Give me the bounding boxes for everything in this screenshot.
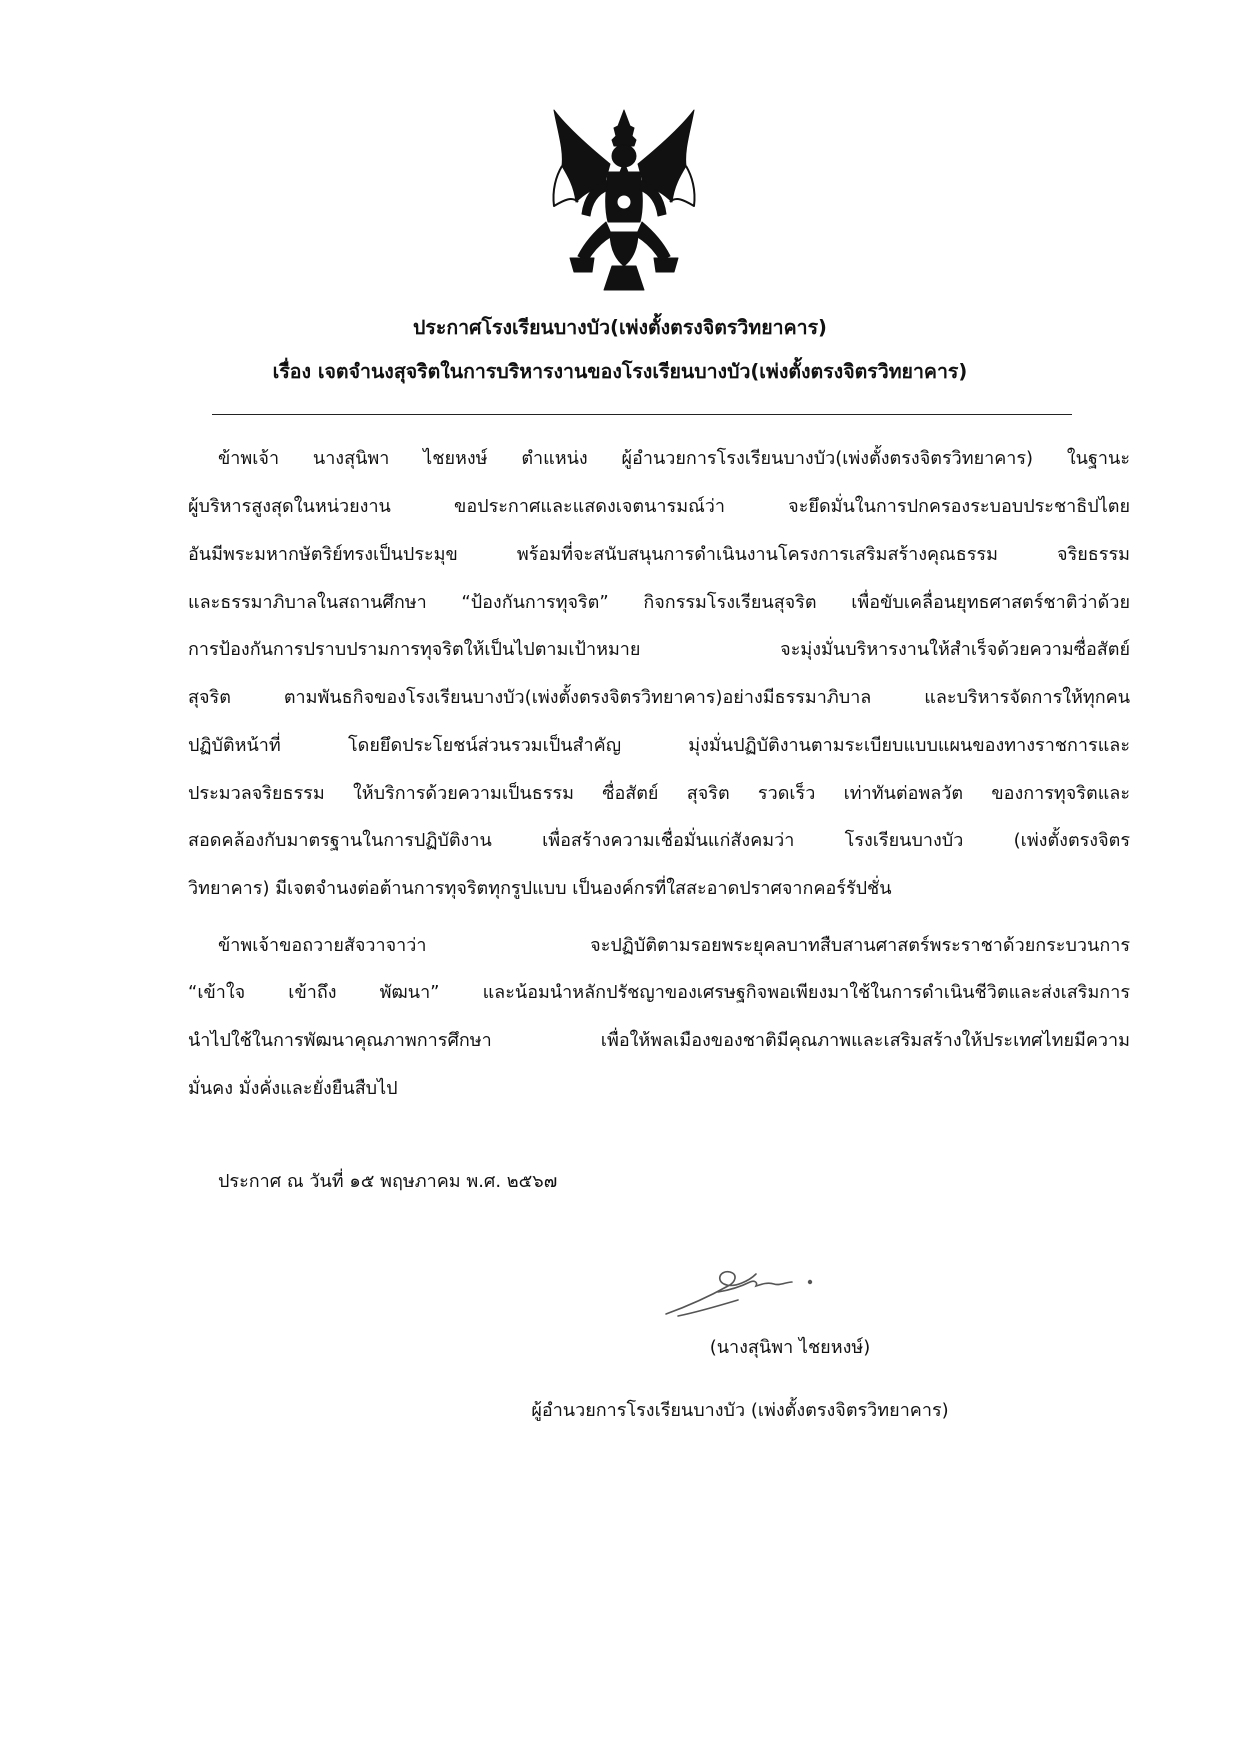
paragraph1-line: ประมวลจริยธรรม ให้บริการด้วยความเป็นธรรม ซื่อสัตย์ สุจริต รวดเร็ว เท่าทันต่อพลวัต ของการทุจริตและ [188,783,1130,804]
paragraph2-line: มั่นคง มั่งคั่งและยั่งยืนสืบไป [188,1078,398,1099]
paragraph1-line: การป้องกันการปราบปรามการทุจริตให้เป็นไปตามเป้าหมาย จะมุ่งมั่นบริหารงานให้สำเร็จด้วยความซื่อสัตย์ [188,639,1130,660]
paragraph2-line: “เข้าใจ เข้าถึง พัฒนา” และน้อมนำหลักปรัชญาของเศรษฐกิจพอเพียงมาใช้ในการดำเนินชีวิตและส่งเสริมการ [188,982,1130,1003]
document-subject: เรื่อง เจตจำนงสุจริตในการบริหารงานของโรงเรียนบางบัว(เพ่งตั้งตรงจิตรวิทยาคาร) [272,360,968,383]
title-divider [212,414,1072,415]
signer-position: ผู้อำนวยการโรงเรียนบางบัว (เพ่งตั้งตรงจิตรวิทยาคาร) [531,1400,949,1421]
handwritten-signature-icon [658,1256,834,1322]
paragraph2-line: ข้าพเจ้าขอถวายสัจวาจาว่า จะปฏิบัติตามรอยพระยุคลบาทสืบสานศาสตร์พระราชาด้วยกระบวนการ [218,935,1130,956]
paragraph1-line: ข้าพเจ้า นางสุนิพา ไชยหงษ์ ตำแหน่ง ผู้อำนวยการโรงเรียนบางบัว(เพ่งตั้งตรงจิตรวิทยาคาร) ในฐานะ [218,448,1130,469]
paragraph1-line: อันมีพระมหากษัตริย์ทรงเป็นประมุข พร้อมที่จะสนับสนุนการดำเนินงานโครงการเสริมสร้างคุณธรรม จริยธรรม [188,544,1130,565]
document-title: ประกาศโรงเรียนบางบัว(เพ่งตั้งตรงจิตรวิทยาคาร) [413,316,827,339]
signer-name: (นางสุนิพา ไชยหงษ์) [709,1337,871,1358]
paragraph1-line: สอดคล้องกับมาตรฐานในการปฏิบัติงาน เพื่อสร้างความเชื่อมั่นแก่สังคมว่า โรงเรียนบางบัว (เพ่งตั้งตรงจิตร [188,830,1130,851]
paragraph1-line: และธรรมาภิบาลในสถานศึกษา “ป้องกันการทุจริต” กิจกรรมโรงเรียนสุจริต เพื่อขับเคลื่อนยุทธศาสตร์ชาติว่าด้วย [188,592,1130,613]
paragraph2-line: นำไปใช้ในการพัฒนาคุณภาพการศึกษา เพื่อให้พลเมืองของชาติมีคุณภาพและเสริมสร้างให้ประเทศไทยมีความ [188,1030,1130,1051]
paragraph1-line: ผู้บริหารสูงสุดในหน่วยงาน ขอประกาศและแสดงเจตนารมณ์ว่า จะยึดมั่นในการปกครองระบอบประชาธิปไตย [188,496,1130,517]
announcement-date: ประกาศ ณ วันที่ ๑๕ พฤษภาคม พ.ศ. ๒๕๖๗ [218,1171,558,1192]
paragraph1-line: สุจริต ตามพันธกิจของโรงเรียนบางบัว(เพ่งตั้งตรงจิตรวิทยาคาร)อย่างมีธรรมาภิบาล และบริหารจัดการให้ทุกคน [188,687,1130,708]
paragraph1-line: วิทยาคาร) มีเจตจำนงต่อต้านการทุจริตทุกรูปแบบ เป็นองค์กรที่ใสสะอาดปราศจากคอร์รัปชั่น [188,878,892,899]
garuda-emblem-icon [548,106,700,294]
paragraph1-line: ปฏิบัติหน้าที่ โดยยึดประโยชน์ส่วนรวมเป็นสำคัญ มุ่งมั่นปฏิบัติงานตามระเบียบแบบแผนของทางราชการและ [188,735,1130,756]
